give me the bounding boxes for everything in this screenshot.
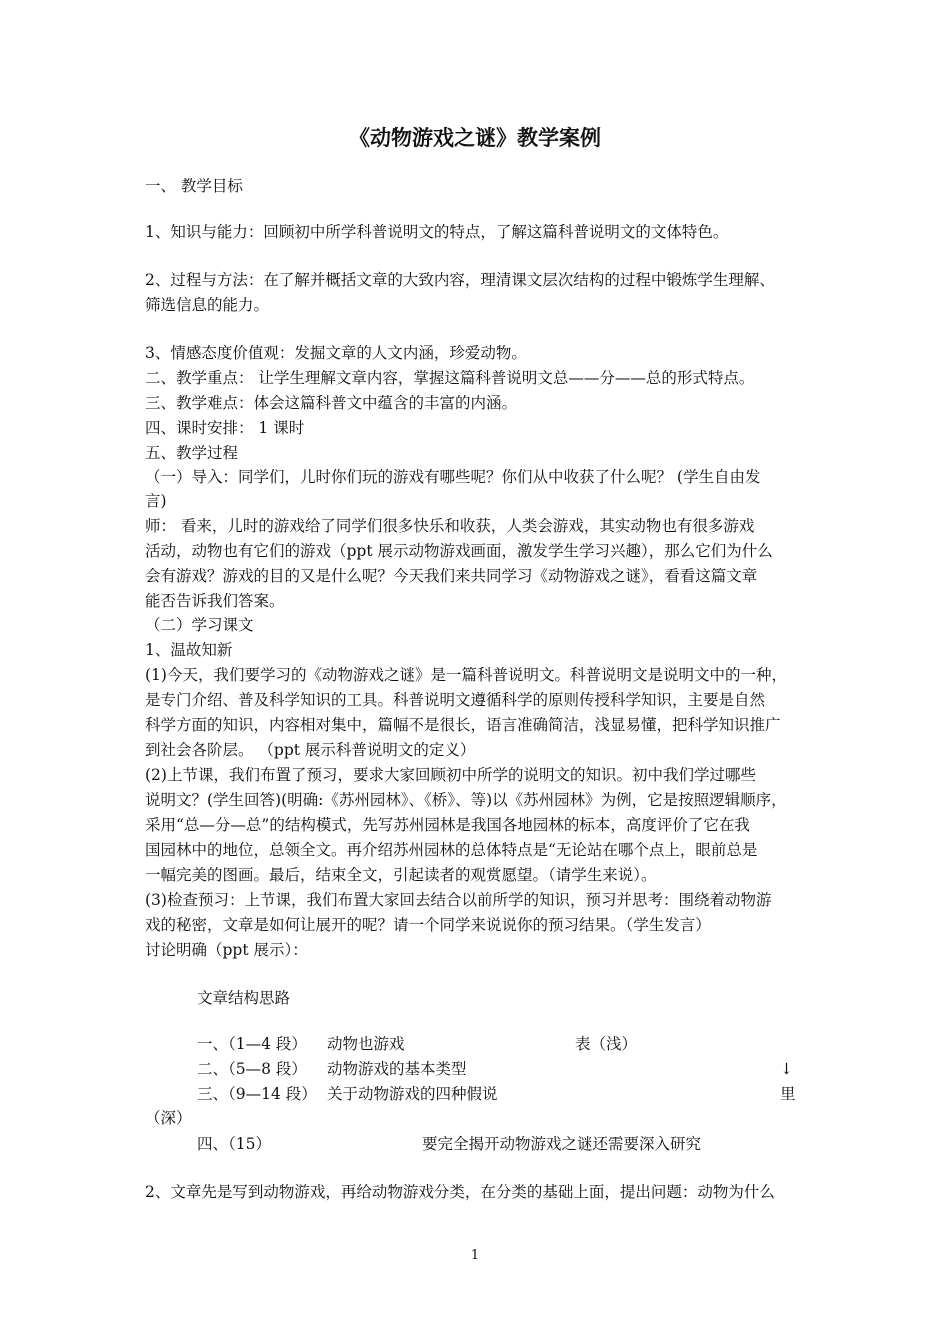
body-line: (1)今天，我们要学习的《动物游戏之谜》是一篇科普说明文。科普说明文是说明文中的一种， — [145, 666, 787, 684]
structure-row-2-topic: 动物游戏的基本类型 — [327, 1060, 467, 1078]
body-line: （一）导入：同学们，儿时你们玩的游戏有哪些呢？你们从中收获了什么呢？ (学生自由发 — [145, 468, 761, 486]
body-line: 言) — [145, 492, 167, 510]
structure-row-1-num: 一、（1—4 段） — [197, 1035, 307, 1053]
structure-row-4-num: 四、（15） — [197, 1135, 271, 1153]
body-line: 五、教学过程 — [145, 444, 239, 462]
body-line: 说明文？(学生回答)(明确:《苏州园林》、《桥》、等)以《苏州园林》为例，它是按照逻辑顺序， — [145, 791, 787, 809]
body-line: 讨论明确（ppt 展示）： — [145, 941, 308, 959]
structure-row-1-note: 表（浅） — [575, 1035, 638, 1053]
document-title: 《动物游戏之谜》教学案例 — [349, 125, 601, 150]
body-line: （二）学习课文 — [145, 616, 254, 634]
body-line: 会有游戏？游戏的目的又是什么呢？今天我们来共同学习《动物游戏之谜》，看看这篇文章 — [145, 567, 758, 585]
body-line: (2)上节课，我们布置了预习，要求大家回顾初中所学的说明文的知识。初中我们学过哪些 — [145, 766, 756, 784]
body-line: 到社会各阶层。 （ppt 展示科普说明文的定义） — [145, 741, 476, 759]
body-line: 师： 看来，儿时的游戏给了同学们很多快乐和收获，人类会游戏，其实动物也有很多游戏 — [145, 517, 755, 535]
structure-row-3-topic: 关于动物游戏的四种假说 — [327, 1085, 498, 1103]
body-line: 三、教学难点：体会这篇科普文中蕴含的丰富的内涵。 — [145, 394, 518, 412]
body-line: 二、教学重点： 让学生理解文章内容，掌握这篇科普说明文总——分——总的形式特点。 — [145, 369, 755, 387]
body-line: 四、课时安排： 1 课时 — [145, 419, 305, 437]
body-line: 一、 教学目标 — [145, 177, 243, 195]
body-line: 活动，动物也有它们的游戏（ppt 展示动物游戏画面，激发学生学习兴趣），那么它们为什么 — [145, 542, 773, 560]
body-line: (3)检查预习：上节课，我们布置大家回去结合以前所学的知识，预习并思考：围绕着动物游 — [145, 891, 772, 909]
page-number: 1 — [470, 1248, 480, 1263]
body-line: 1、知识与能力：回顾初中所学科普说明文的特点，了解这篇科普说明文的文体特色。 — [145, 223, 729, 241]
closing-paragraph: 2、文章先是写到动物游戏，再给动物游戏分类，在分类的基础上面，提出问题：动物为什么 — [145, 1183, 775, 1201]
structure-row-3-num: 三、（9—14 段） — [197, 1085, 317, 1103]
structure-row-1-topic: 动物也游戏 — [327, 1035, 405, 1053]
structure-row-4-topic: 要完全揭开动物游戏之谜还需要深入研究 — [422, 1135, 702, 1153]
structure-row-2-num: 二、（5—8 段） — [197, 1060, 307, 1078]
body-line: 戏的秘密，文章是如何让展开的呢？请一个同学来说说你的预习结果。（学生发言） — [145, 916, 711, 934]
structure-heading: 文章结构思路 — [197, 989, 291, 1007]
structure-row-3-note: 里 — [780, 1085, 796, 1103]
body-line: 能否告诉我们答案。 — [145, 592, 285, 610]
body-line: 2、过程与方法：在了解并概括文章的大致内容，理清课文层次结构的过程中锻炼学生理解、 — [145, 271, 775, 289]
body-line: 筛选信息的能力。 — [145, 296, 270, 314]
body-line: 3、情感态度价值观：发掘文章的人文内涵，珍爱动物。 — [145, 344, 527, 362]
body-line: 一幅完美的图画。最后，结束全文，引起读者的观赏愿望。（请学生来说）。 — [145, 866, 657, 884]
down-arrow-icon: ↓ — [780, 1060, 793, 1078]
body-line: 是专门介绍、普及科学知识的工具。科普说明文遵循科学的原则传授科学知识，主要是自然 — [145, 691, 766, 709]
body-line: 科学方面的知识，内容相对集中，篇幅不是很长，语言准确简洁，浅显易懂，把科学知识推广 — [145, 716, 781, 734]
body-line: 1、温故知新 — [145, 641, 233, 659]
structure-wrap-note: （深） — [145, 1109, 192, 1127]
body-line: 采用“总—分—总”的结构模式，先写苏州园林是我国各地园林的标本，高度评价了它在我 — [145, 816, 750, 834]
body-line: 国园林中的地位，总领全文。再介绍苏州园林的总体特点是“无论站在哪个点上，眼前总是 — [145, 841, 758, 859]
